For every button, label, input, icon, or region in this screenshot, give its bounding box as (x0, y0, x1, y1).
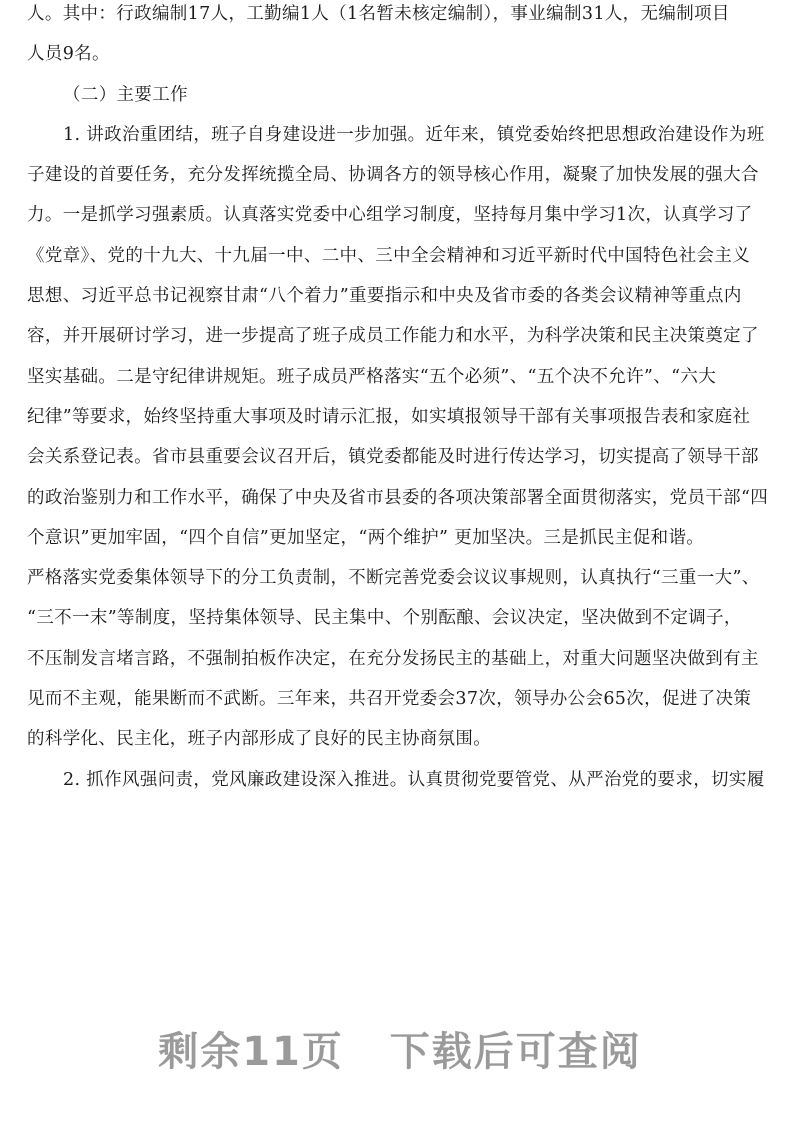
document-body (27, 0, 779, 800)
text-line: 《党章》、党的十九大、十九届一中、二中、三中全会精神和习近平新时代中国特色社会主义 (27, 245, 751, 266)
text-line: 会关系登记表。省市县重要会议召开后，镇党委都能及时进行传达学习，切实提高了领导干部 (27, 447, 759, 468)
text-line: “三不一末”等制度，坚持集体领导、民主集中、个别酝酿、会议决定，坚决做到不定调子， (27, 608, 742, 629)
text-line: 力。一是抓学习强素质。认真落实党委中心组学习制度，坚持每月集中学习1次，认真学习了 (27, 205, 753, 226)
text-line: 坚实基础。二是守纪律讲规矩。班子成员严格落实“五个必须”、“五个决不允许”、“六大 (27, 366, 717, 387)
text-line: 不压制发言堵言路，不强制拍板作决定，在充分发扬民主的基础上，对重大问题坚决做到有主 (27, 648, 759, 669)
text-line: 见而不主观，能果断而不武断。三年来，共召开党委会37次，领导办公会65次，促进了决策 (27, 689, 752, 710)
text-line: 的科学化、民主化，班子内部形成了良好的民主协商氛围。 (27, 729, 492, 750)
section-heading: （二）主要工作 (63, 84, 188, 105)
text-line: 严格落实党委集体领导下的分工负责制，不断完善党委会议议事规则，认真执行“三重一大”、 (27, 568, 760, 589)
text-line: 思想、习近平总书记视察甘肃“八个着力”重要指示和中央及省市委的各类会议精神等重点内 (27, 286, 742, 307)
download-watermark[interactable]: 剩余11页 下载后可查阅 (158, 1029, 642, 1075)
text-line: 纪律”等要求，始终坚持重大事项及时请示汇报，如实填报领导干部有关事项报告表和家庭社 (27, 406, 751, 427)
text-line: 子建设的首要任务，充分发挥统揽全局、协调各方的领导核心作用，凝聚了加快发展的强大合 (27, 165, 759, 186)
text-line: 人员9名。 (27, 44, 110, 65)
paragraph-start: 2. 抓作风强问责，党风廉政建设深入推进。认真贯彻党要管党、从严治党的要求，切实履 (63, 769, 765, 790)
text-line: 容，并开展研讨学习，进一步提高了班子成员工作能力和水平，为科学决策和民主决策奠定了 (27, 326, 759, 347)
text-line: 人。其中：行政编制17人，工勤编1人（1名暂未核定编制），事业编制31人，无编制项目 (27, 4, 730, 24)
paragraph-start: 1. 讲政治重团结，班子自身建设进一步加强。近年来，镇党委始终把思想政治建设作为班 (63, 124, 765, 145)
text-line: 的政治鉴别力和工作水平，确保了中央及省市县委的各项决策部署全面贯彻落实，党员干部“四 (27, 487, 769, 508)
text-line: 个意识”更加牢固，“四个自信”更加坚定，“两个维护” 更加坚决。三是抓民主促和谐。 (27, 527, 705, 548)
